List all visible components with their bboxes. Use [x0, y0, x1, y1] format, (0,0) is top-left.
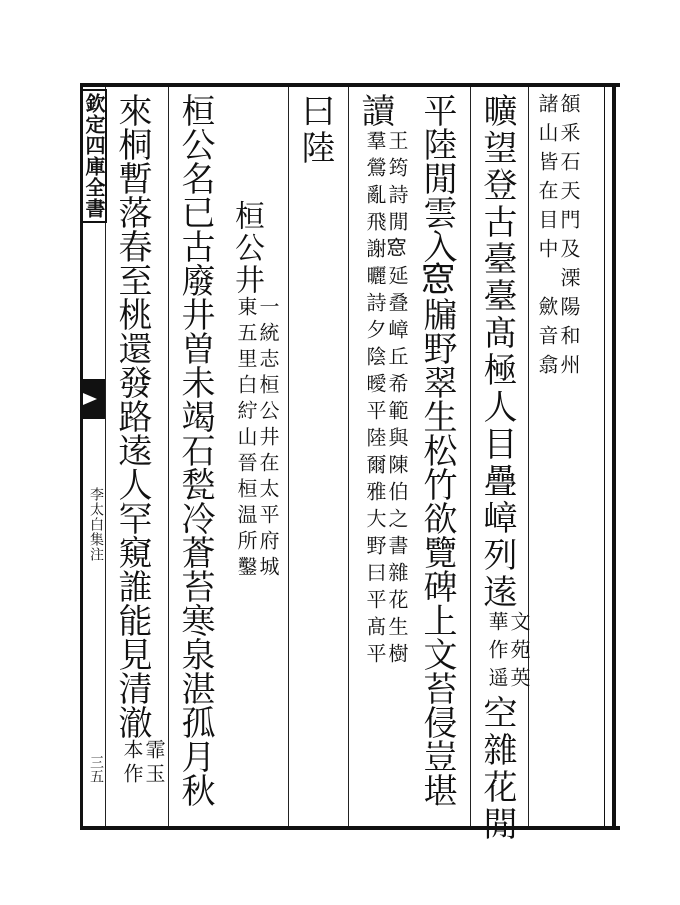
poem-text: 曰陸 [295, 93, 335, 167]
text-column-6 [228, 200, 279, 582]
column-rule [348, 87, 349, 826]
annotation-note [235, 296, 279, 582]
note-left-line: 羣鶯亂飛謝曬詩夕陰曖平陸爾雅大野曰平髙平 [363, 130, 387, 670]
text-column-5 [296, 93, 334, 167]
note-right-line: 一統志桓公井在太平府城 [256, 296, 280, 582]
column-rule [470, 87, 471, 826]
fore-edge-margin [83, 87, 105, 826]
frame-right-border [612, 83, 616, 830]
text-column-1 [536, 93, 580, 383]
poem-text: 桓公名已古廢井曽未竭石甃冷蒼苔寒泉湛孤月秋 [175, 93, 215, 807]
poem-text: 平陸閒雲入𥦗牖野翠生松竹欲覽碑上文苔侵豈堪 [417, 93, 457, 807]
frame-bottom-border [80, 826, 620, 830]
book-title: 李太白集注 [88, 487, 104, 562]
note-left-line: 諸山皆在目中 歛音翕 [535, 93, 559, 383]
fishtail-mark-icon [83, 379, 105, 419]
frame-top-border [80, 83, 620, 87]
annotation-note [121, 739, 165, 787]
column-rule [168, 87, 169, 826]
note-left-line: 華作遥 [485, 611, 509, 695]
text-column-8 [113, 93, 165, 787]
frame-right-inner-border [604, 83, 605, 830]
collection-title: 欽定四庫全書 [83, 89, 107, 223]
note-right-line: 霏玉 [142, 739, 166, 787]
note-left-line: 本作 [120, 739, 144, 787]
text-column-7 [176, 93, 214, 807]
poem-title: 桓公井 [229, 200, 264, 296]
note-right-line: 文苑英 [507, 611, 531, 695]
page-number: 三五 [88, 755, 104, 783]
note-left-line: 東五里白紵山晉桓温所鑿 [234, 296, 258, 582]
note-right-line: 頟釆石天門及溧陽和州 [557, 93, 581, 383]
text-column-2 [478, 93, 530, 843]
note-right-line: 王筠詩閒𥦗延叠嶂丘希範與陳伯之書雜花生樹 [385, 130, 409, 670]
poem-text: 讀 [355, 93, 395, 130]
poem-text: 曠望登古臺臺髙極人目疊嶂列逺 [477, 93, 517, 611]
column-rule [288, 87, 289, 826]
text-column-4 [356, 93, 408, 670]
text-column-3 [418, 93, 456, 807]
poem-text: 來桐暫落春至桃還發路逺人罕窺誰能見清澈 [112, 93, 152, 739]
annotation-note [364, 130, 408, 670]
annotation-note [536, 93, 580, 383]
annotation-note [486, 611, 530, 695]
poem-text: 空雜花閒 [477, 695, 517, 843]
